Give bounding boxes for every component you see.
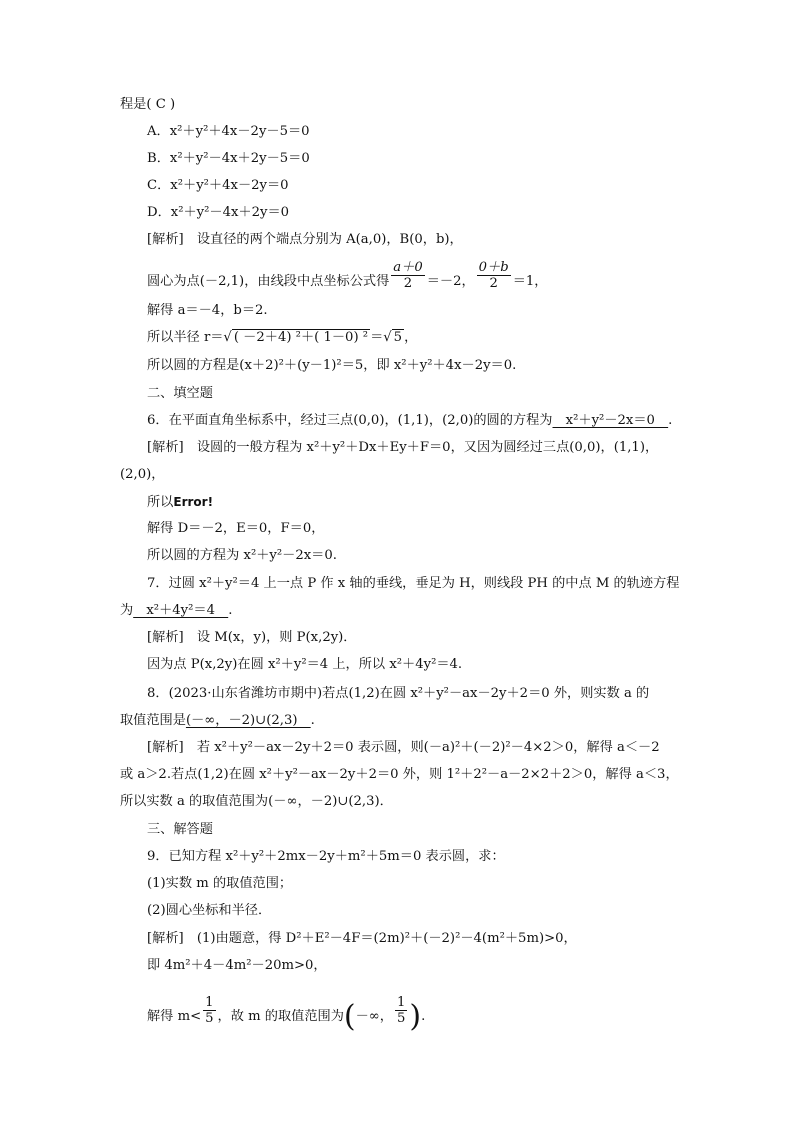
- equals-sqrt: ＝√: [370, 330, 392, 345]
- error-marker: Error!: [173, 495, 214, 509]
- radius-label: 所以半径 r＝√: [147, 330, 232, 345]
- fraction: [477, 260, 511, 291]
- q9-part-2: (2)圆心坐标和半径．: [147, 903, 272, 918]
- q9-solution-line-1: [解析] (1)由题意，得 D²＋E²－4F＝(2m)²＋(－2)²－4(m²＋5m)>0，: [147, 931, 577, 946]
- q5-solution-line-3: 解得 a＝－4，b＝2.: [147, 303, 268, 318]
- q6-answer: x²＋y²－2x＝0: [552, 413, 669, 428]
- fraction-numerator: 1: [397, 995, 406, 1010]
- q7-answer: x²＋4y²＝4: [133, 603, 229, 618]
- question-8-cont: [120, 711, 315, 731]
- q6-solution-line-1: [解析] 设圆的一般方程为 x²＋y²＋Dx＋Ey＋F＝0，又因为圆经过三点(0,0)，(1,1)，: [147, 440, 659, 455]
- interval-lower: －∞，: [355, 1009, 393, 1024]
- q9-period: .: [421, 1009, 426, 1024]
- q6-text: 6．在平面直角坐标系中，经过三点(0,0)，(1,1)，(2,0)的圆的方程为: [147, 413, 553, 428]
- q8-period: .: [310, 713, 315, 728]
- q8-text: 取值范围是: [120, 713, 186, 728]
- fraction-numerator: 0＋b: [478, 260, 509, 275]
- q6-solution-line-1b: (2,0)，: [120, 467, 165, 482]
- comma: ，: [404, 330, 418, 345]
- question-7-cont: [120, 601, 232, 621]
- question-8: 8．(2023·山东省潍坊市期中)若点(1,2)在圆 x²＋y²－ax－2y＋2＝0 外，则实数 a 的: [147, 686, 650, 701]
- fraction: [395, 995, 407, 1026]
- q7-period: .: [228, 603, 233, 618]
- q9-text: 解得 m<: [147, 1009, 202, 1024]
- q6-text: 所以: [147, 495, 174, 510]
- q9-text: ，故 m 的取值范围为: [217, 1009, 344, 1024]
- q7-solution-line-1: [解析] 设 M(x，y)，则 P(x,2y)．: [147, 630, 357, 645]
- fraction: [203, 995, 215, 1026]
- question-5-tail: 程是( C ): [120, 97, 176, 112]
- q9-solution-line-2: 即 4m²＋4－4m²－20m>0，: [147, 958, 327, 973]
- q6-period: .: [668, 413, 673, 428]
- q6-solution-line-2: [147, 492, 213, 513]
- section-2-heading: 二、填空题: [147, 386, 213, 401]
- q9-solution-line-3: [147, 995, 426, 1034]
- q5-solution-line-4: [147, 328, 417, 348]
- option-b: B．x²＋y²－4x＋2y－5＝0: [147, 151, 310, 166]
- fraction-numerator: a＋0: [393, 260, 423, 275]
- q8-solution-line-2: 或 a＞2.若点(1,2)在圆 x²＋y²－ax－2y＋2＝0 外，则 1²＋2²－a－2×2＋2＞0，解得 a＜3，: [120, 767, 679, 782]
- option-d: D．x²＋y²－4x＋2y＝0: [147, 205, 290, 220]
- q5-solution-line-2: [147, 260, 548, 297]
- q5-text: ＝1，: [512, 274, 548, 289]
- q6-solution-line-4: 所以圆的方程为 x²＋y²－2x＝0.: [147, 548, 337, 563]
- q6-solution-line-3: 解得 D＝－2，E＝0，F＝0，: [147, 521, 325, 536]
- sqrt-radicand: 5: [393, 330, 403, 345]
- question-9: 9．已知方程 x²＋y²＋2mx－2y＋m²＋5m＝0 表示圆，求：: [147, 849, 505, 864]
- q7-text: 为: [120, 603, 134, 618]
- q5-text: 圆心为点(－2,1)，由线段中点坐标公式得: [147, 274, 390, 289]
- q8-solution-line-1: [解析] 若 x²＋y²－ax－2y＋2＝0 表示圆，则(－a)²＋(－2)²－4×2＞0，解得 a＜－2: [147, 740, 660, 755]
- q8-solution-line-3: 所以实数 a 的取值范围为(－∞，－2)∪(2,3)．: [120, 794, 393, 809]
- fraction: [391, 260, 424, 291]
- option-a: A．x²＋y²＋4x－2y－5＝0: [147, 124, 310, 139]
- q5-solution-line-1: [解析] 设直径的两个端点分别为 A(a,0)，B(0，b)，: [147, 232, 463, 247]
- q7-solution-line-2: 因为点 P(x,2y)在圆 x²＋y²＝4 上，所以 x²＋4y²＝4.: [147, 657, 463, 672]
- right-paren: ): [409, 999, 422, 1034]
- q9-part-1: (1)实数 m 的取值范围；: [147, 876, 293, 891]
- fraction-denominator: 2: [489, 276, 498, 291]
- sqrt-radicand: ( －2＋4) ²＋( 1－0) ²: [233, 330, 369, 345]
- q5-solution-line-5: 所以圆的方程是(x＋2)²＋(y－1)²＝5，即 x²＋y²＋4x－2y＝0.: [147, 358, 517, 373]
- option-c: C．x²＋y²＋4x－2y＝0: [147, 178, 289, 193]
- q5-text: ＝－2，: [426, 274, 475, 289]
- question-7: 7．过圆 x²＋y²＝4 上一点 P 作 x 轴的垂线，垂足为 H，则线段 PH 的中点 M 的轨迹方程: [147, 576, 680, 591]
- q8-answer: (－∞，－2)∪(2,3): [185, 713, 311, 728]
- question-6: [147, 411, 672, 431]
- section-3-heading: 三、解答题: [147, 822, 213, 837]
- fraction-denominator: 5: [205, 1011, 214, 1026]
- fraction-denominator: 2: [403, 276, 413, 291]
- left-paren: (: [343, 999, 356, 1034]
- fraction-denominator: 5: [397, 1011, 406, 1026]
- fraction-numerator: 1: [205, 995, 214, 1010]
